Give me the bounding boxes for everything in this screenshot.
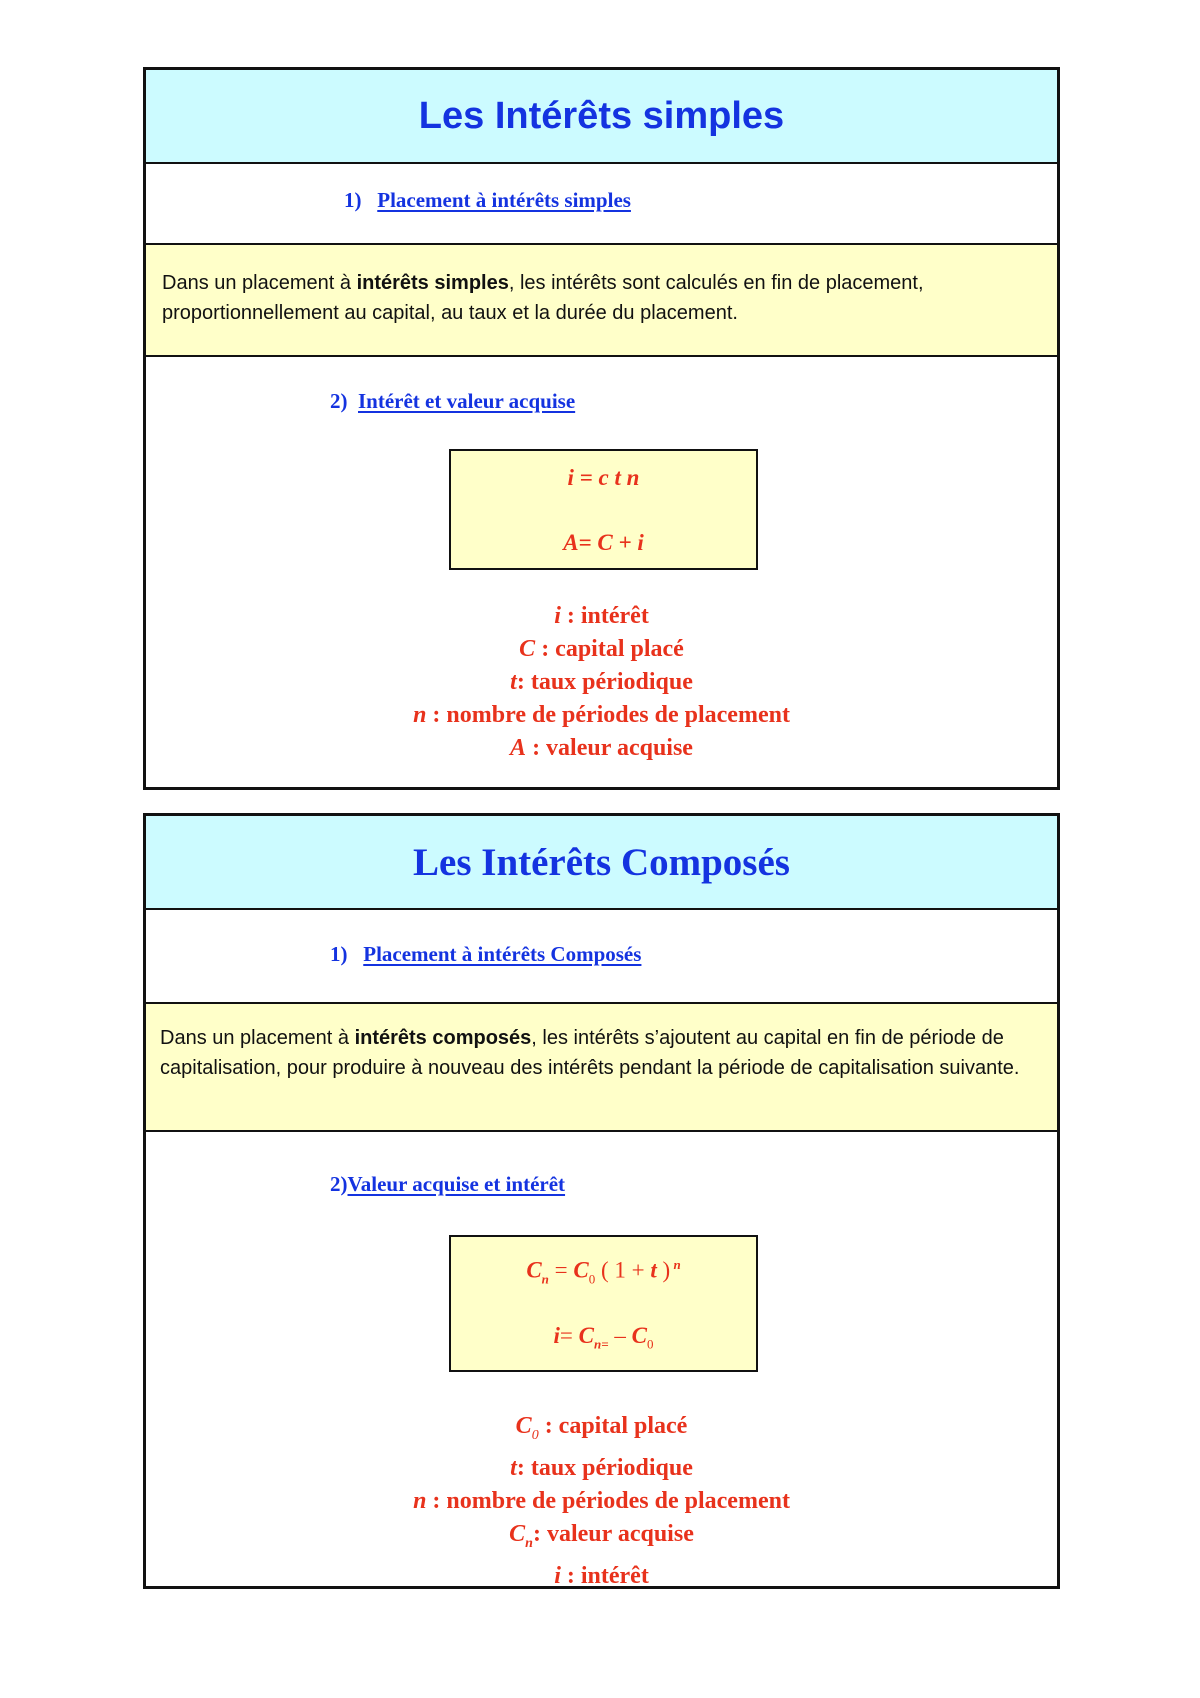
simple-legend-item: n : nombre de périodes de placement (413, 702, 790, 728)
simple-interest-card (143, 67, 1060, 790)
compound-legend-item: $C_0$ : capital placé (515, 1413, 688, 1443)
compound-section2-number: 2) (330, 1172, 348, 1196)
compound-section1-number: 1) (330, 942, 348, 966)
simple-definition-term: intérêts simples (356, 272, 509, 294)
compound-formula-interest: $i= C_{n=} - C_0$ (553, 1323, 654, 1352)
simple-section1-link[interactable]: Placement à intérêts simples (377, 188, 631, 212)
simple-legend-item: C : capital placé (519, 636, 684, 662)
compound-legend-item: $C_n$: valeur acquise (509, 1520, 694, 1551)
compound-title-row (146, 816, 1057, 910)
simple-section1-number: 1) (344, 188, 362, 212)
compound-section1-row (146, 910, 1057, 1004)
simple-formula-interest: i = c t n (567, 465, 640, 490)
simple-formula-acquired: A= C + i (563, 530, 644, 555)
simple-section2-number: 2) (330, 389, 348, 413)
compound-section1-link[interactable]: Placement à intérêts Composés (363, 942, 642, 966)
compound-section1-heading (330, 942, 641, 967)
simple-section2-heading (330, 389, 575, 414)
simple-formula-row (146, 357, 1057, 787)
compound-legend-item: n : nombre de périodes de placement (413, 1487, 790, 1514)
simple-legend (146, 600, 1057, 765)
compound-definition-term: intérêts composés (354, 1027, 532, 1049)
simple-section1-row (146, 164, 1057, 245)
simple-section2-link[interactable]: Intérêt et valeur acquise (358, 389, 576, 413)
simple-title: Les Intérêts simples (418, 94, 785, 137)
compound-formula-row (146, 1132, 1057, 1589)
simple-legend-item: t: taux périodique (510, 669, 693, 695)
compound-interest-card (143, 813, 1060, 1589)
compound-formula-acquired: $C_n = C_0$ ( 1 + t ) $^n$ (526, 1257, 681, 1287)
compound-definition-text: Dans un placement à intérêts composés, les intérêts s’ajoutent au capital en fin de période de capitalisation, pour produire à nouveau des intérêts pendant la période de capitalisation suivante. (160, 1027, 1020, 1079)
compound-section2-heading (330, 1172, 565, 1197)
compound-definition-row (146, 1004, 1057, 1132)
compound-title: Les Intérêts Composés (413, 840, 790, 884)
compound-legend-item: t: taux périodique (510, 1454, 693, 1481)
compound-section2-link[interactable]: Valeur acquise et intérêt (347, 1172, 566, 1196)
compound-legend (146, 1410, 1057, 1593)
simple-legend-item: i : intérêt (554, 603, 649, 629)
compound-legend-item: i : intérêt (554, 1562, 649, 1589)
simple-title-row (146, 70, 1057, 164)
simple-legend-item: A : valeur acquise (510, 735, 693, 761)
simple-definition-row (146, 245, 1057, 357)
simple-formula-box (449, 449, 758, 570)
simple-section1-heading (344, 188, 631, 213)
compound-formula-box (449, 1235, 758, 1372)
simple-definition-text: Dans un placement à intérêts simples, les intérêts sont calculés en fin de placement, proportionnellement au capital, au taux et la durée du placement. (162, 272, 924, 324)
